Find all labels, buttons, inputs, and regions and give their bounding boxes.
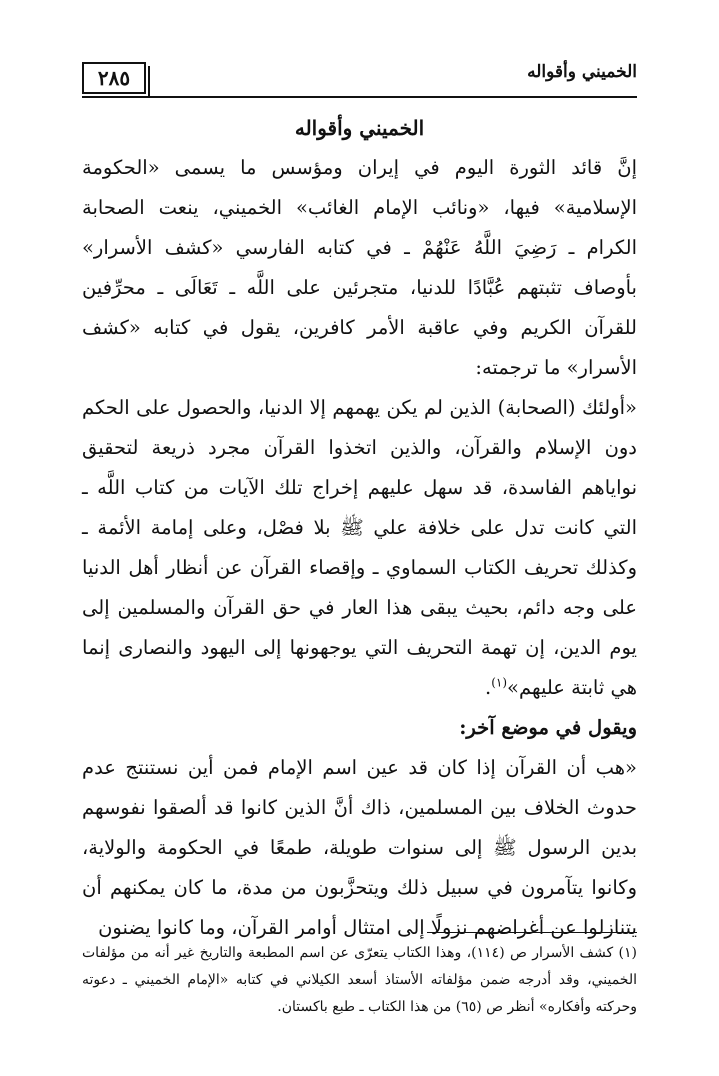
quote-1-end: . <box>485 676 492 699</box>
page-number <box>82 62 146 94</box>
footnotes <box>82 940 637 1021</box>
footnote-1: (١) كشف الأسرار ص (١١٤)، وهذا الكتاب يتعرّى عن اسم المطبعة والتاريخ غير أنه من مؤلفات الخميني، وقد أدرجه ضمن مؤلفاته الأستاذ أسعد الكيلاني في كتابه «الإمام الخميني ـ دعوته وحركته وأفكاره» أنظر ص (٦٥) من هذا الكتاب ـ طبع باكستان. <box>82 945 637 1015</box>
sub-heading: ويقول في موضع آخر: <box>459 716 637 739</box>
quote-1-text: «أولئك (الصحابة) الذين لم يكن يهمهم إلا الدنيا، والحصول على الحكم دون الإسلام والقرآن، والذين اتخذوا القرآن مجرد ذريعة لتحقيق نواياهم الفاسدة، قد سهل عليهم إخراج تلك الآيات من كتاب اللَّه ـ التي كانت تدل على خلافة علي ﷺ بلا فصْل، وعلى إمامة الأئمة ـ وكذلك تحريف الكتاب السماوي ـ وإقصاء القرآن عن أنظار أهل الدنيا على وجه دائم، بحيث يبقى هذا العار في حق القرآن والمسلمين إلى يوم الدين، إن تهمة التحريف التي يوجهونها إلى اليهود والنصارى إنما هي ثابتة عليهم» <box>82 396 637 699</box>
paragraph-quote-2: «هب أن القرآن إذا كان قد عين اسم الإمام فمن أين نستنتج عدم حدوث الخلاف بين المسلمين، ذاك أنَّ الذين كانوا قد ألصقوا نفوسهم بدين الرسول ﷺ إلى سنوات طويلة، طمعًا في الحكومة والولاية، وكانوا يتآمرون في سبيل ذلك ويتحزَّبون من مدة، ما كان يمكنهم أن يتنازلوا عن أغراضهم نزولًا إلى امتثال أوامر القرآن، وما كانوا يضنون <box>82 756 637 939</box>
paragraph-quote-1 <box>82 388 637 708</box>
running-title: الخميني وأقواله <box>527 62 637 82</box>
header-rule <box>82 96 637 98</box>
page-number-text: ٢٨٥ <box>97 66 131 90</box>
footnote-rule <box>427 932 637 933</box>
footnote-reference[interactable]: (١) <box>491 675 508 690</box>
main-text <box>82 114 637 948</box>
section-heading: الخميني وأقواله <box>294 116 425 140</box>
paragraph-intro: إنَّ قائد الثورة اليوم في إيران ومؤسس ما يسمى «الحكومة الإسلامية» فيها، «ونائب الإمام الغائب» الخميني، ينعت الصحابة الكرام ـ رَضِيَ اللَّهُ عَنْهُمْ ـ في كتابه الفارسي «كشف الأسرار» بأوصاف تثبتهم عُبَّادًا للدنيا، متجرئين على اللَّه ـ تَعَالَى ـ محرِّفين للقرآن الكريم وفي عاقبة الأمر كافرين، يقول في كتابه «كشف الأسرار» ما ترجمته: <box>82 156 637 379</box>
